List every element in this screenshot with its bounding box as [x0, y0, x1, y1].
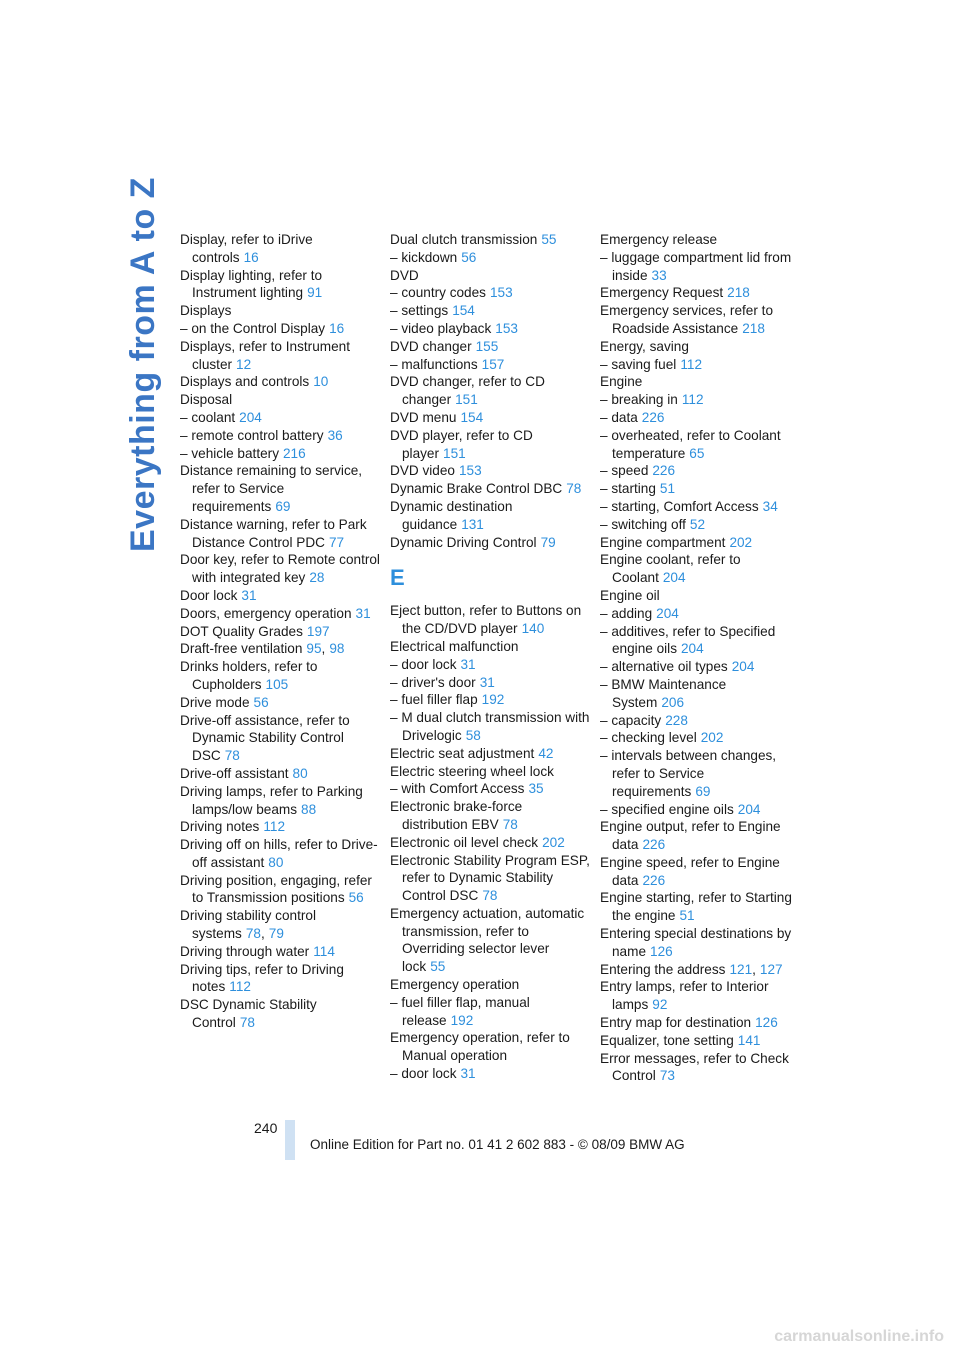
index-entry — [600, 231, 800, 249]
watermark: carmanualsonline.info — [774, 1328, 944, 1345]
index-entry — [180, 302, 380, 320]
entry-text: DVD changer — [390, 338, 472, 354]
index-entry — [390, 1029, 590, 1065]
index-entry — [600, 302, 800, 338]
entry-text: Dynamic destination guidance — [390, 498, 513, 532]
page-reference-link[interactable]: 151 — [455, 392, 478, 408]
page-reference-link[interactable]: 155 — [475, 338, 499, 354]
entry-text: Driving tips, refer to Driving notes — [180, 961, 344, 995]
index-entry — [600, 373, 800, 391]
entry-text: Drive mode — [180, 694, 250, 710]
page-reference-link[interactable]: 153 — [489, 285, 513, 301]
entry-text: Dual clutch transmission — [390, 232, 538, 247]
page-reference-link[interactable]: 16 — [243, 249, 259, 265]
index-entry — [180, 391, 380, 409]
page-reference-link[interactable]: 79 — [268, 926, 284, 942]
page-reference-link[interactable]: 78 — [502, 816, 518, 832]
entry-text: Engine coolant, refer to Coolant — [600, 552, 741, 586]
entry-text: Engine — [600, 374, 643, 390]
index-entry — [390, 994, 590, 1030]
entry-text: – luggage compartment lid from inside — [600, 249, 792, 283]
index-entry — [180, 658, 380, 694]
index-entry: Draft-free ventilation 95, 98 — [180, 641, 345, 657]
page-reference-link[interactable]: 226 — [642, 837, 666, 853]
index-entry — [600, 1032, 800, 1050]
entry-text: Drinks holders, refer to Cupholders — [180, 659, 318, 692]
index-entry — [390, 798, 590, 834]
index-entry — [180, 996, 380, 1032]
index-entry — [600, 818, 800, 854]
page-reference-link[interactable]: 206 — [661, 694, 685, 710]
page-reference-link[interactable]: 31 — [479, 674, 495, 690]
index-entry — [600, 480, 800, 498]
page-reference-link[interactable]: 31 — [241, 587, 257, 603]
index-entry — [180, 961, 380, 997]
entry-text: – adding — [600, 605, 653, 621]
page-reference-link[interactable]: 80 — [292, 765, 308, 781]
page-reference-link[interactable]: 35 — [528, 781, 544, 797]
page-reference-link[interactable]: 228 — [665, 712, 688, 728]
entry-text: Driving notes — [180, 819, 260, 835]
entry-text: Electronic oil level check — [390, 834, 539, 850]
page-reference-link[interactable]: 204 — [731, 659, 755, 675]
entry-text: Entering special destinations by name — [600, 926, 792, 959]
index-entry — [180, 605, 380, 623]
page-reference-link[interactable]: 151 — [443, 445, 466, 461]
side-title: Everything from A to Z — [124, 177, 162, 552]
index-entry: Driving stability control systems 78, 79 — [180, 908, 316, 942]
page-reference-link[interactable]: 202 — [700, 730, 724, 746]
page-reference-link[interactable]: 78 — [245, 926, 261, 942]
entry-text: Disposal — [180, 392, 233, 408]
index-entry — [600, 409, 800, 427]
page-reference-link[interactable]: 95 — [306, 641, 322, 657]
entry-text: Dynamic Driving Control — [390, 534, 537, 550]
index-entry — [600, 462, 800, 480]
page-number: 240 — [254, 1120, 278, 1136]
page-reference-link[interactable]: 131 — [461, 516, 484, 532]
index-entry — [180, 694, 380, 712]
entry-text: Electric seat adjustment — [390, 745, 535, 761]
index-entry — [390, 284, 590, 302]
page-reference-link[interactable]: 56 — [253, 694, 269, 710]
entry-text: Door key, refer to Remote control with integrated key — [180, 552, 380, 586]
entry-text: Engine output, refer to Engine data — [600, 819, 781, 853]
entry-text: – checking level — [600, 730, 697, 746]
page-reference-link[interactable]: 78 — [482, 888, 498, 904]
page-reference-link[interactable]: 91 — [307, 285, 323, 301]
page-reference-link[interactable]: 42 — [538, 745, 554, 761]
entry-text: Display, refer to iDrive controls — [180, 232, 313, 265]
entry-text: DVD changer, refer to CD changer — [390, 374, 545, 408]
entry-text: DOT Quality Grades — [180, 623, 303, 639]
index-entry — [180, 587, 380, 605]
index-entry — [180, 872, 380, 908]
page-reference-link[interactable]: 92 — [652, 997, 668, 1013]
page-reference-link[interactable]: 69 — [275, 498, 291, 514]
page-reference-link[interactable]: 114 — [313, 943, 335, 959]
index-entry — [390, 780, 590, 798]
entry-text: Emergency services, refer to Roadside Assistance — [600, 303, 774, 336]
entry-text: DVD video — [390, 463, 455, 479]
entry-text: Electronic brake-force distribution EBV — [390, 799, 523, 832]
index-entry — [390, 1065, 590, 1083]
entry-text: – settings — [390, 303, 449, 319]
page-reference-link[interactable]: 80 — [268, 854, 284, 870]
index-entry — [390, 231, 590, 249]
entry-text: – intervals between changes, refer to Service requirements — [600, 748, 777, 799]
entry-text: Draft-free ventilation — [180, 641, 303, 657]
index-entry — [600, 249, 800, 285]
footer-text: Online Edition for Part no. 01 41 2 602 883 - © 08/09 BMW AG — [310, 1137, 685, 1152]
entry-text: – malfunctions — [390, 356, 478, 372]
page-reference-link[interactable]: 105 — [265, 676, 289, 692]
entry-text: – fuel filler flap — [390, 692, 478, 708]
index-entry — [600, 498, 800, 516]
index-entry — [180, 783, 380, 819]
page-reference-link[interactable]: 31 — [355, 605, 371, 621]
index-entry — [180, 462, 380, 515]
entry-text: – door lock — [390, 1066, 457, 1082]
page-reference-link[interactable]: 31 — [460, 1066, 476, 1082]
index-entry — [600, 854, 800, 890]
index-entry — [600, 427, 800, 463]
entry-text: Drive-off assistance, refer to Dynamic Stability Control DSC — [180, 712, 350, 764]
page-reference-link[interactable]: 56 — [461, 249, 477, 265]
entry-text: Emergency operation, refer to Manual operation — [390, 1030, 570, 1064]
index-entry — [390, 852, 590, 905]
index-entry — [390, 373, 590, 409]
index-entry — [390, 674, 590, 692]
index-entry — [180, 373, 380, 391]
entry-text: Electronic Stability Program ESP, refer to Dynamic Stability Control DSC — [390, 852, 590, 904]
entry-text: – alternative oil types — [600, 659, 728, 675]
page-reference-link[interactable]: 216 — [283, 445, 306, 461]
page-reference-link[interactable]: 126 — [755, 1015, 778, 1031]
page-reference-link[interactable]: 226 — [641, 409, 665, 425]
index-entry — [390, 302, 590, 320]
index-entry — [600, 658, 800, 676]
index-entry — [600, 284, 800, 302]
entry-text: Distance warning, refer to Park Distance Control PDC — [180, 516, 367, 550]
index-entry — [180, 409, 380, 427]
index-entry — [390, 709, 590, 745]
index-entry — [180, 267, 380, 303]
page-reference-link[interactable]: 51 — [659, 481, 676, 497]
index-entry — [180, 712, 380, 765]
entry-text: – capacity — [600, 712, 662, 728]
entry-text: DVD player, refer to CD player — [390, 427, 533, 461]
entry-text: Engine speed, refer to Engine data — [600, 854, 780, 888]
index-entry — [390, 602, 590, 638]
page-reference-link[interactable]: 56 — [348, 890, 364, 906]
page-reference-link[interactable]: 31 — [460, 656, 476, 672]
page-reference-link[interactable]: 51 — [679, 908, 695, 924]
page-reference-link[interactable]: 141 — [737, 1032, 761, 1048]
entry-text: Driving position, engaging, refer to Transmission positions — [180, 872, 372, 906]
entry-text: Door lock — [180, 587, 238, 603]
index-entry — [600, 605, 800, 623]
entry-text: Displays — [180, 303, 232, 319]
index-entry — [390, 356, 590, 374]
page-reference-link[interactable]: 10 — [313, 374, 329, 390]
index-entry — [600, 978, 800, 1014]
index-column-1 — [180, 231, 380, 1032]
entry-text: Engine compartment — [600, 534, 726, 550]
entry-text: – breaking in — [600, 392, 678, 408]
page-reference-link[interactable]: 226 — [642, 872, 666, 888]
entry-text: Drive-off assistant — [180, 765, 289, 781]
index-entry — [600, 747, 800, 800]
entry-text: Displays and controls — [180, 374, 310, 390]
page-reference-link[interactable]: 77 — [328, 534, 345, 550]
entry-text: – M dual clutch transmission with Drivelogic — [390, 710, 590, 743]
entry-text: – starting, Comfort Access — [600, 498, 759, 514]
index-entry — [180, 231, 380, 267]
page-reference-link[interactable]: 79 — [540, 534, 556, 550]
page-reference-link[interactable]: 218 — [742, 320, 765, 336]
index-entry — [390, 834, 590, 852]
page-reference-link[interactable]: 58 — [465, 727, 481, 743]
entry-text: Electrical malfunction — [390, 638, 519, 654]
entry-text: – speed — [600, 463, 649, 479]
page-reference-link[interactable]: 73 — [659, 1068, 675, 1084]
page-reference-link[interactable]: 78 — [224, 748, 240, 764]
index-entry — [600, 534, 800, 552]
index-entry — [180, 836, 380, 872]
index-entry — [390, 267, 590, 285]
index-entry — [180, 623, 380, 641]
index-entry — [600, 729, 800, 747]
page-reference-link[interactable]: 126 — [650, 943, 673, 959]
page-reference-link[interactable]: 204 — [737, 801, 761, 817]
page-reference-link[interactable]: 192 — [481, 692, 505, 708]
entry-text: – overheated, refer to Coolant temperature — [600, 427, 781, 461]
index-entry — [600, 391, 800, 409]
page-reference-link[interactable]: 78 — [566, 481, 582, 497]
page-reference-link[interactable]: 140 — [521, 621, 545, 637]
section-letter: E — [390, 565, 405, 591]
entry-text: Entry map for destination — [600, 1015, 752, 1031]
footer-bar — [285, 1120, 295, 1160]
index-entry — [600, 889, 800, 925]
index-entry — [600, 1014, 800, 1032]
page-reference-link[interactable]: 69 — [695, 783, 711, 799]
index-column-2 — [390, 231, 590, 1083]
entry-text: – fuel filler flap, manual release — [390, 994, 530, 1028]
entry-text: Driving lamps, refer to Parking lamps/low beams — [180, 783, 363, 817]
entry-text: – country codes — [390, 285, 486, 301]
entry-text: – starting — [600, 481, 656, 497]
page-reference-link[interactable]: 78 — [239, 1015, 255, 1031]
entry-text: – data — [600, 409, 638, 425]
page-reference-link[interactable]: 12 — [236, 356, 252, 372]
index-entry — [600, 587, 800, 605]
page-reference-link[interactable]: 33 — [651, 267, 667, 283]
index-column-3 — [600, 231, 800, 1085]
entry-text: Display lighting, refer to Instrument lighting — [180, 267, 323, 301]
entry-text: – BMW Maintenance System — [600, 676, 727, 710]
entry-text: DSC Dynamic Stability Control — [180, 997, 317, 1031]
entry-text: Engine oil — [600, 587, 660, 603]
entry-text: – with Comfort Access — [390, 781, 525, 797]
page-reference-link[interactable]: 127 — [759, 961, 783, 977]
entry-text: – remote control battery — [180, 427, 324, 443]
index-entry: Entering the address 121, 127 — [600, 961, 783, 977]
index-entry — [180, 943, 380, 961]
index-entry — [390, 498, 590, 534]
page-reference-link[interactable]: 112 — [229, 979, 251, 995]
index-entry — [180, 551, 380, 587]
index-entry — [600, 676, 800, 712]
entry-text: DVD menu — [390, 409, 457, 425]
entry-text: Entry lamps, refer to Interior lamps — [600, 979, 769, 1013]
page-reference-link[interactable]: 202 — [542, 834, 565, 850]
index-entry — [390, 745, 590, 763]
entry-text: – vehicle battery — [180, 445, 279, 461]
page-reference-link[interactable]: 112 — [680, 356, 702, 372]
index-entry — [390, 905, 590, 976]
page-reference-link[interactable]: 55 — [541, 232, 557, 247]
index-entry — [180, 320, 380, 338]
page-reference-link[interactable]: 204 — [681, 641, 704, 657]
entry-text: Driving stability control systems — [180, 908, 316, 942]
page-reference-link[interactable]: 36 — [327, 427, 343, 443]
entry-text: – specified engine oils — [600, 801, 734, 817]
entry-text: DVD — [390, 267, 419, 283]
page-reference-link[interactable]: 154 — [460, 409, 484, 425]
entry-text: Error messages, refer to Check Control — [600, 1050, 789, 1084]
entry-text: – driver's door — [390, 674, 476, 690]
page-reference-link[interactable]: 153 — [458, 463, 482, 479]
entry-text: Driving through water — [180, 943, 310, 959]
page-reference-link[interactable]: 226 — [652, 463, 676, 479]
page-reference-link[interactable]: 157 — [481, 356, 505, 372]
page-reference-link[interactable]: 197 — [306, 623, 330, 639]
index-entry — [180, 516, 380, 552]
index-entry — [600, 516, 800, 534]
page-reference-link[interactable]: 204 — [239, 409, 262, 425]
entry-text: – door lock — [390, 656, 457, 672]
index-entry — [180, 445, 380, 463]
index-entry — [600, 712, 800, 730]
entry-text: – coolant — [180, 409, 236, 425]
index-entry — [600, 1050, 800, 1086]
index-entry — [180, 427, 380, 445]
index-entry — [180, 818, 380, 836]
page-reference-link[interactable]: 153 — [495, 320, 518, 336]
entry-text: Emergency release — [600, 232, 718, 247]
entry-text: – saving fuel — [600, 356, 677, 372]
page-reference-link[interactable]: 121 — [729, 961, 753, 977]
index-entry — [180, 338, 380, 374]
index-entry — [390, 338, 590, 356]
index-entry — [390, 320, 590, 338]
page-reference-link[interactable]: 218 — [727, 285, 750, 301]
page-reference-link[interactable]: 112 — [681, 392, 704, 408]
entry-text: Electric steering wheel lock — [390, 763, 554, 779]
index-entry — [390, 534, 590, 552]
entry-text: Emergency Request — [600, 285, 724, 301]
index-entry — [600, 338, 800, 356]
index-entry — [390, 656, 590, 674]
page-reference-link[interactable]: 34 — [762, 498, 778, 514]
entry-text: Dynamic Brake Control DBC — [390, 481, 563, 497]
page-reference-link[interactable]: 88 — [301, 801, 317, 817]
entry-text: – additives, refer to Specified engine oils — [600, 623, 776, 657]
entry-text: – kickdown — [390, 249, 458, 265]
index-entry — [600, 925, 800, 961]
index-entry — [390, 691, 590, 709]
page-reference-link[interactable]: 16 — [329, 320, 345, 336]
page-reference-link[interactable]: 52 — [689, 516, 706, 532]
page-reference-link[interactable]: 154 — [452, 303, 475, 319]
index-entry — [180, 765, 380, 783]
entry-text: – video playback — [390, 320, 492, 336]
index-entry — [390, 249, 590, 267]
index-entry — [600, 623, 800, 659]
page-reference-link[interactable]: 204 — [656, 605, 679, 621]
entry-text: – on the Control Display — [180, 320, 326, 336]
entry-text: Emergency actuation, automatic transmission, refer to Overriding selector lever lock — [390, 905, 585, 975]
entry-text: Eject button, refer to Buttons on the CD/DVD player — [390, 603, 582, 637]
entry-text: Energy, saving — [600, 338, 689, 354]
page-reference-link[interactable]: 28 — [309, 570, 325, 586]
page-reference-link[interactable]: 112 — [263, 819, 286, 835]
index-entry — [390, 462, 590, 480]
entry-text: Engine starting, refer to Starting the engine — [600, 890, 792, 924]
entry-text: Emergency operation — [390, 977, 520, 993]
index-entry — [390, 480, 590, 498]
page-reference-link[interactable]: 98 — [329, 641, 345, 657]
index-entry — [390, 638, 590, 656]
index-entry — [390, 409, 590, 427]
index-entry — [600, 801, 800, 819]
page-reference-link[interactable]: 55 — [430, 959, 446, 975]
entry-text: – switching off — [600, 516, 686, 532]
page-reference-link[interactable]: 192 — [450, 1012, 474, 1028]
page-reference-link[interactable]: 65 — [689, 445, 705, 461]
page-reference-link[interactable]: 202 — [729, 534, 753, 550]
entry-text: Doors, emergency operation — [180, 605, 352, 621]
entry-text: Equalizer, tone setting — [600, 1032, 734, 1048]
entry-text: Driving off on hills, refer to Drive-off assistant — [180, 837, 378, 870]
entry-text: Distance remaining to service, refer to Service requirements — [180, 463, 363, 514]
page-reference-link[interactable]: 204 — [662, 570, 686, 586]
index-entry — [600, 356, 800, 374]
index-entry — [600, 551, 800, 587]
index-entry — [390, 763, 590, 781]
entry-text: Entering the address — [600, 961, 726, 977]
index-entry — [390, 976, 590, 994]
entry-text: Displays, refer to Instrument cluster — [180, 338, 350, 372]
index-entry — [390, 427, 590, 463]
